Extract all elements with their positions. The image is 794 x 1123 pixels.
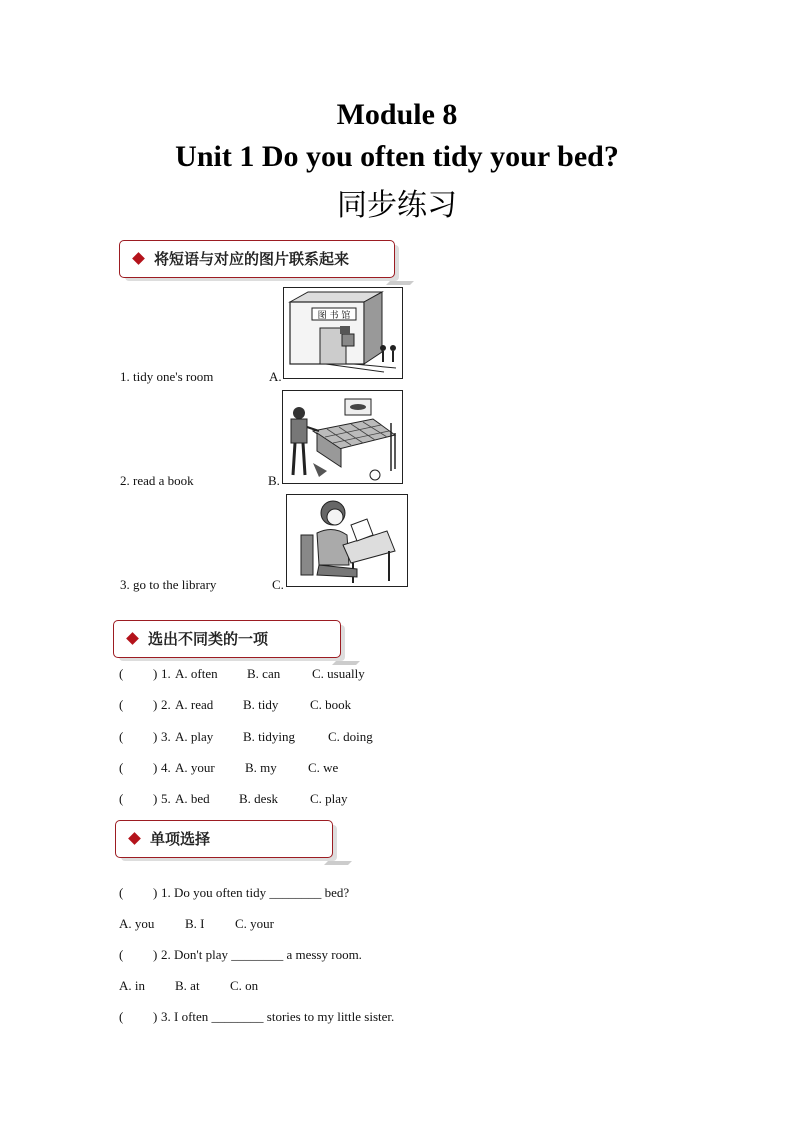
option-c: C. on — [230, 978, 259, 993]
option-a: A. in — [119, 978, 145, 993]
answer-bracket-close: ) — [153, 947, 158, 962]
match-option-a: A. — [269, 369, 282, 384]
section-heading-label: 选出不同类的一项 — [148, 630, 269, 648]
option-b: B. tidying — [243, 729, 296, 744]
answer-bracket-open: ( — [119, 729, 124, 744]
option-b: B. my — [245, 760, 277, 775]
answer-bracket-close: ) — [153, 885, 158, 900]
option-a: A. bed — [175, 791, 210, 806]
odd-question-row — [0, 760, 794, 778]
match-option-b: B. — [268, 473, 280, 488]
answer-bracket-open: ( — [119, 760, 124, 775]
answer-bracket-open: ( — [119, 697, 124, 712]
odd-question-row — [0, 697, 794, 715]
heading-shadow-tail — [324, 861, 352, 865]
reading-drawing-icon — [287, 495, 407, 586]
option-b: B. desk — [239, 791, 278, 806]
heading-shadow-tail — [386, 281, 414, 285]
diamond-bullet-icon — [132, 252, 145, 265]
diamond-bullet-icon — [126, 632, 139, 645]
section-heading-odd-one-out — [113, 620, 341, 658]
question-number: 3. — [161, 729, 171, 744]
unit-title: Unit 1 Do you often tidy your bed? — [175, 140, 619, 173]
option-a: A. read — [175, 697, 214, 712]
answer-bracket-close: ) — [153, 666, 158, 681]
option-a: A. often — [175, 666, 218, 681]
match-phrase-2: 2. read a book — [120, 473, 194, 488]
option-b: B. at — [175, 978, 200, 993]
section-heading-label: 单项选择 — [150, 830, 211, 848]
question-number: 4. — [161, 760, 171, 775]
question-text: 2. Don't play ________ a messy room. — [161, 947, 362, 962]
answer-bracket-open: ( — [119, 885, 124, 900]
library-drawing-icon — [284, 288, 402, 378]
question-number: 1. — [161, 666, 171, 681]
module-title: Module 8 — [336, 98, 458, 131]
answer-bracket-open: ( — [119, 791, 124, 806]
section-heading-matching — [119, 240, 395, 278]
match-option-c: C. — [272, 577, 284, 592]
option-c: C. book — [310, 697, 352, 712]
odd-question-row — [0, 791, 794, 809]
read-book-picture — [286, 494, 408, 587]
question-number: 2. — [161, 697, 171, 712]
odd-question-row — [0, 666, 794, 684]
tidy-room-picture — [282, 390, 403, 484]
option-c: C. doing — [328, 729, 373, 744]
choice-options-row — [0, 916, 794, 934]
option-b: B. can — [247, 666, 281, 681]
diamond-bullet-icon — [128, 832, 141, 845]
option-c: C. play — [310, 791, 348, 806]
option-c: C. usually — [312, 666, 365, 681]
option-c: C. your — [235, 916, 274, 931]
answer-bracket-close: ) — [153, 791, 158, 806]
section-heading-label: 将短语与对应的图片联系起来 — [154, 250, 350, 268]
option-b: B. I — [185, 916, 205, 931]
choice-question-row — [0, 1009, 794, 1027]
answer-bracket-close: ) — [153, 1009, 158, 1024]
match-phrase-1: 1. tidy one's room — [120, 369, 214, 384]
option-a: A. play — [175, 729, 214, 744]
answer-bracket-close: ) — [153, 729, 158, 744]
section-heading-single-choice — [115, 820, 333, 858]
choice-question-row — [0, 885, 794, 903]
question-text: 3. I often ________ stories to my little sister. — [161, 1009, 395, 1024]
option-a: A. you — [119, 916, 155, 931]
svg-text:图 书 馆: 图 书 馆 — [317, 311, 351, 321]
option-b: B. tidy — [243, 697, 279, 712]
option-c: C. we — [308, 760, 339, 775]
page-subtitle: 同步练习 — [337, 188, 457, 223]
answer-bracket-open: ( — [119, 1009, 124, 1024]
choice-options-row — [0, 978, 794, 996]
question-number: 5. — [161, 791, 171, 806]
odd-question-row — [0, 729, 794, 747]
answer-bracket-close: ) — [153, 760, 158, 775]
match-phrase-3: 3. go to the library — [120, 577, 217, 592]
answer-bracket-open: ( — [119, 666, 124, 681]
answer-bracket-close: ) — [153, 697, 158, 712]
tidy-bed-drawing-icon — [283, 391, 402, 483]
option-a: A. your — [175, 760, 215, 775]
heading-shadow-tail — [332, 661, 360, 665]
choice-question-row — [0, 947, 794, 965]
question-text: 1. Do you often tidy ________ bed? — [161, 885, 350, 900]
library-picture — [283, 287, 403, 379]
answer-bracket-open: ( — [119, 947, 124, 962]
